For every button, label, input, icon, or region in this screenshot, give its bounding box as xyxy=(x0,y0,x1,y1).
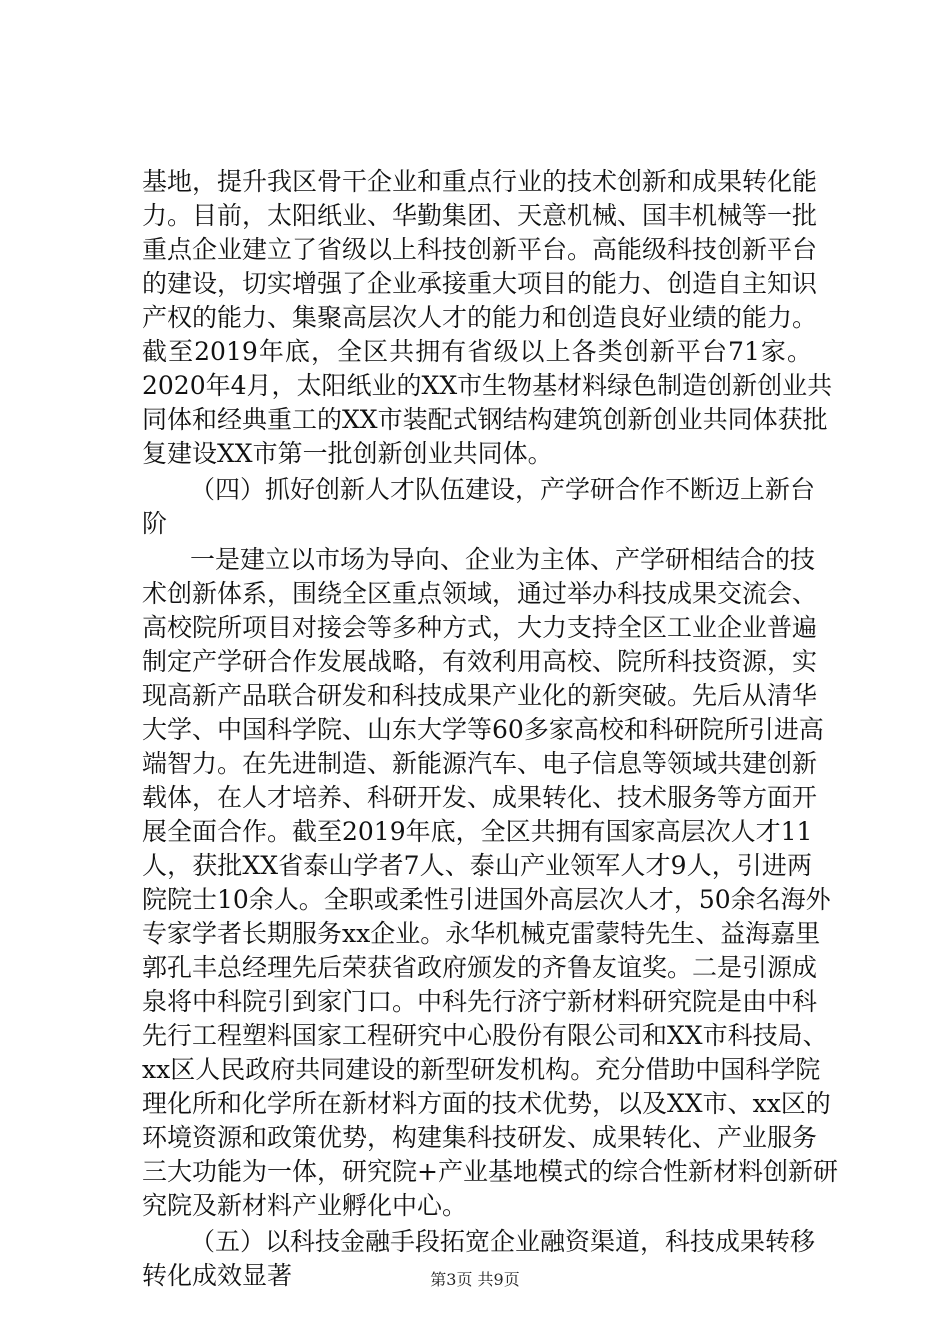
text-line: 复建设XX市第一批创新创业共同体。 xyxy=(142,439,553,468)
text-line: xx区人民政府共同建设的新型研发机构。充分借助中国科学院 xyxy=(142,1055,821,1084)
text-line: 三大功能为一体，研究院+产业基地模式的综合性新材料创新研 xyxy=(142,1157,838,1186)
text-line: 重点企业建立了省级以上科技创新平台。高能级科技创新平台 xyxy=(142,235,818,264)
text-line: 2020年4月，太阳纸业的XX市生物基材料绿色制造创新创业共 xyxy=(142,371,833,400)
text-line: （五）以科技金融手段拓宽企业融资渠道，科技成果转移 xyxy=(190,1227,816,1256)
text-line: 产权的能力、集聚高层次人才的能力和创造良好业绩的能力。 xyxy=(142,303,818,332)
text-line: 载体，在人才培养、科研开发、成果转化、技术服务等方面开 xyxy=(142,783,818,812)
text-line: 力。目前，太阳纸业、华勤集团、天意机械、国丰机械等一批 xyxy=(142,201,818,230)
text-line: 转化成效显著 xyxy=(142,1261,293,1290)
text-line: 阶 xyxy=(142,509,168,538)
page-footer: 第3页 共9页 xyxy=(430,1270,520,1289)
text-line: 高校院所项目对接会等多种方式，大力支持全区工业企业普遍 xyxy=(142,613,818,642)
text-line: 究院及新材料产业孵化中心。 xyxy=(142,1191,468,1220)
text-line: 大学、中国科学院、山东大学等60多家高校和科研院所引进高 xyxy=(142,715,824,744)
text-line: 理化所和化学所在新材料方面的技术优势，以及XX市、xx区的 xyxy=(142,1089,831,1118)
text-line: 现高新产品联合研发和科技成果产业化的新突破。先后从清华 xyxy=(142,681,818,710)
text-line: 一是建立以市场为导向、企业为主体、产学研相结合的技 xyxy=(190,545,816,574)
text-line: 泉将中科院引到家门口。中科先行济宁新材料研究院是由中科 xyxy=(142,987,818,1016)
text-line: 郭孔丰总经理先后荣获省政府颁发的齐鲁友谊奖。二是引源成 xyxy=(142,953,818,982)
text-line: 专家学者长期服务xx企业。永华机械克雷蒙特先生、益海嘉里 xyxy=(142,919,821,948)
text-line: 展全面合作。截至2019年底，全区共拥有国家高层次人才11 xyxy=(142,817,813,846)
text-line: 院院士10余人。全职或柔性引进国外高层次人才，50余名海外 xyxy=(142,885,831,914)
text-line: 人，获批XX省泰山学者7人、泰山产业领军人才9人，引进两 xyxy=(142,851,812,880)
text-line: 同体和经典重工的XX市装配式钢结构建筑创新创业共同体获批 xyxy=(142,405,828,434)
text-line: 的建设，切实增强了企业承接重大项目的能力、创造自主知识 xyxy=(142,269,818,298)
text-line: 制定产学研合作发展战略，有效利用高校、院所科技资源，实 xyxy=(142,647,818,676)
text-line: 截至2019年底，全区共拥有省级以上各类创新平台71家。 xyxy=(142,337,812,366)
text-line: 先行工程塑料国家工程研究中心股份有限公司和XX市科技局、 xyxy=(142,1021,828,1050)
text-line: 端智力。在先进制造、新能源汽车、电子信息等领域共建创新 xyxy=(142,749,818,778)
text-line: 术创新体系，围绕全区重点领域，通过举办科技成果交流会、 xyxy=(142,579,818,608)
text-line: （四）抓好创新人才队伍建设，产学研合作不断迈上新台 xyxy=(190,475,816,504)
text-line: 环境资源和政策优势，构建集科技研发、成果转化、产业服务 xyxy=(142,1123,818,1152)
text-line: 基地，提升我区骨干企业和重点行业的技术创新和成果转化能 xyxy=(142,167,818,196)
